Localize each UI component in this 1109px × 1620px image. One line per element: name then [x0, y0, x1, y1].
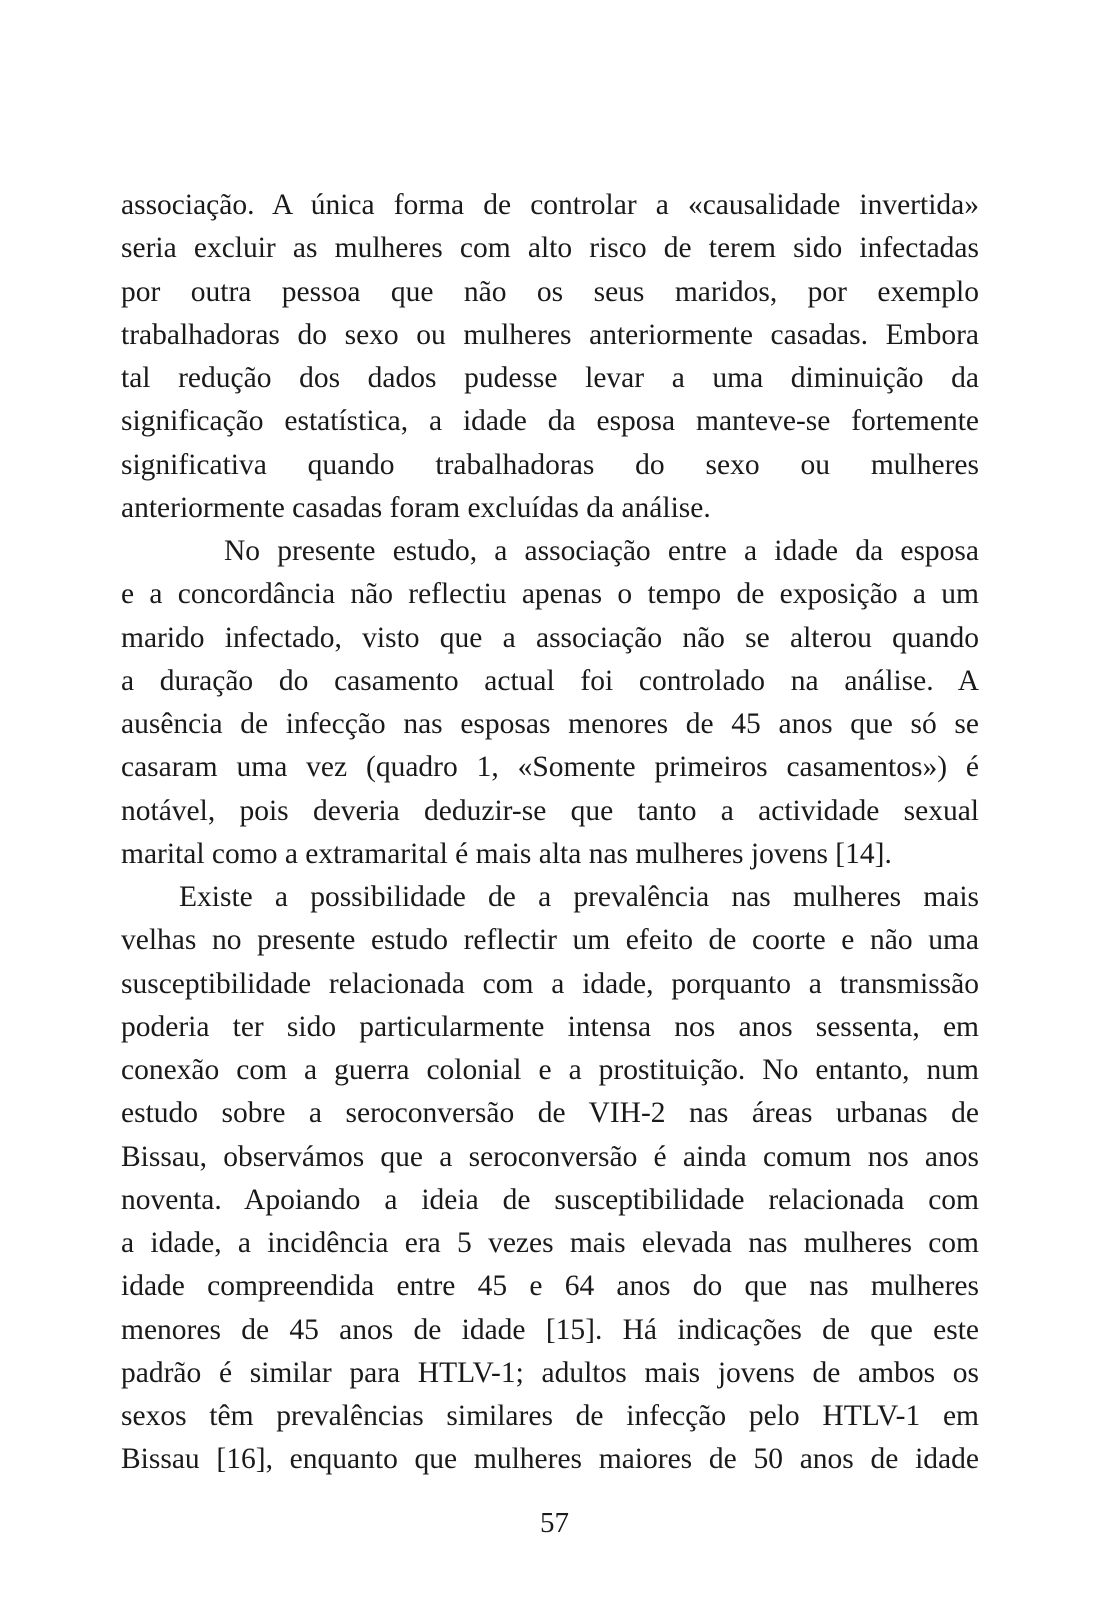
text-line: casaram uma vez (quadro 1, «Somente primeiros casamentos») é [121, 751, 979, 784]
text-line: sexos têm prevalências similares de infecção pelo HTLV-1 em [121, 1400, 979, 1432]
text-line: padrão é similar para HTLV-1; adultos mais jovens de ambos os [121, 1356, 979, 1389]
text-line: por outra pessoa que não os seus maridos, por exemplo [121, 275, 979, 308]
text-line: marital como a extramarital é mais alta nas mulheres jovens [14]. [121, 837, 892, 870]
text-line: seria excluir as mulheres com alto risco de terem sido infectadas [121, 232, 979, 265]
text-line: ausência de infecção nas esposas menores de 45 anos que só se [121, 708, 979, 740]
text-line: estudo sobre a seroconversão de VIH-2 nas áreas urbanas de [121, 1097, 979, 1130]
text-line: tal redução dos dados pudesse levar a uma diminuição da [121, 362, 979, 394]
text-line: significação estatística, a idade da esposa manteve-se fortemente [121, 405, 979, 438]
text-line: a idade, a incidência era 5 vezes mais elevada nas mulheres com [121, 1227, 979, 1259]
text-line: susceptibilidade relacionada com a idade, porquanto a transmissão [121, 967, 979, 1000]
text-line: idade compreendida entre 45 e 64 anos do que nas mulheres [121, 1270, 979, 1303]
text-line: menores de 45 anos de idade [15]. Há indicações de que este [121, 1313, 979, 1346]
text-line: significativa quando trabalhadoras do sexo ou mulheres [121, 448, 979, 481]
text-line: Bissau, observámos que a seroconversão é ainda comum nos anos [121, 1140, 979, 1173]
text-line: Existe a possibilidade de a prevalência nas mulheres mais [179, 881, 979, 913]
text-line: No presente estudo, a associação entre a idade da esposa [224, 535, 979, 567]
text-line: poderia ter sido particularmente intensa nos anos sessenta, em [121, 1010, 979, 1043]
page-number: 57 [540, 1507, 569, 1539]
text-line: a duração do casamento actual foi controlado na análise. A [121, 664, 979, 697]
text-line: notável, pois deveria deduzir-se que tanto a actividade sexual [121, 794, 979, 827]
text-line: velhas no presente estudo reflectir um efeito de coorte e não uma [121, 924, 979, 957]
text-line: associação. A única forma de controlar a «causalidade invertida» [121, 189, 979, 221]
text-line: noventa. Apoiando a ideia de susceptibilidade relacionada com [121, 1183, 979, 1216]
body-text [121, 184, 979, 1482]
text-line: conexão com a guerra colonial e a prostituição. No entanto, num [121, 1054, 979, 1086]
text-line: Bissau [16], enquanto que mulheres maiores de 50 anos de idade [121, 1443, 979, 1476]
text-line: anteriormente casadas foram excluídas da análise. [121, 491, 711, 524]
text-line: e a concordância não reflectiu apenas o tempo de exposição a um [121, 578, 979, 611]
text-line: trabalhadoras do sexo ou mulheres anteriormente casadas. Embora [121, 318, 979, 351]
text-line: marido infectado, visto que a associação não se alterou quando [121, 621, 979, 654]
